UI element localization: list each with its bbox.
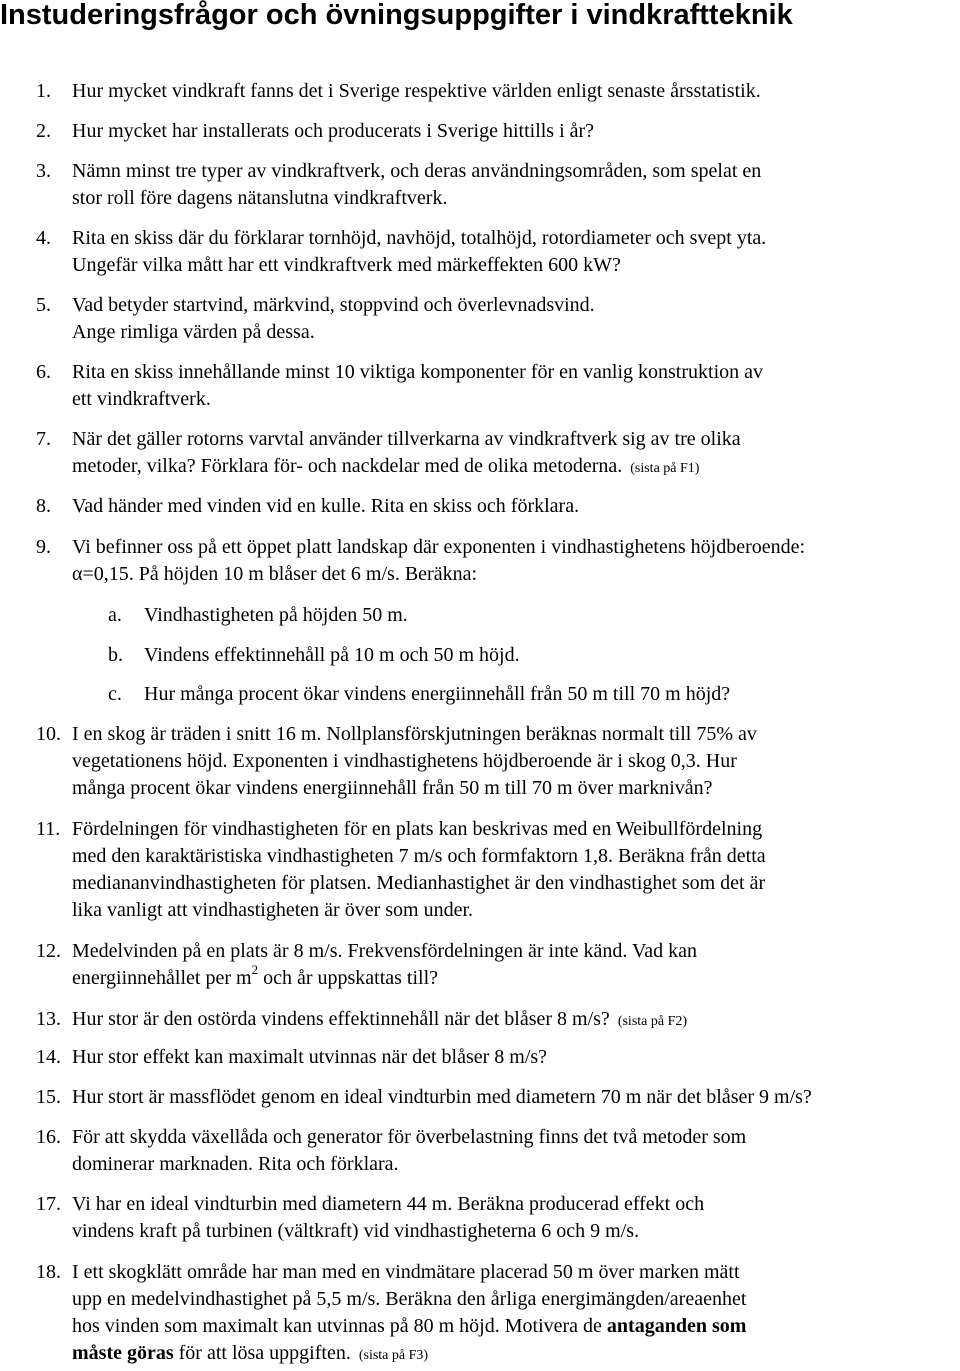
question-text: energiinnehållet per m (72, 967, 252, 989)
question-text: metoder, vilka? Förklara för- och nackdelar med de olika metoderna. (72, 455, 623, 477)
question-text: Medelvinden på en plats är 8 m/s. Frekvensfördelningen är inte känd. Vad kan (72, 940, 698, 962)
question-number: 7. (36, 428, 51, 450)
subitem-text: Vindens effektinnehåll på 10 m och 50 m höjd. (144, 644, 520, 666)
question-number: 10. (36, 723, 61, 745)
superscript: 2 (251, 962, 259, 978)
question-text: Vi befinner oss på ett öppet platt landskap där exponenten i vindhastighetens höjdberoende: (72, 536, 806, 558)
bold-emphasis: antaganden som (606, 1315, 747, 1337)
question-16 (0, 1124, 960, 1178)
bold-emphasis: måste göras (72, 1342, 174, 1364)
question-text: hos vinden som maximalt kan utvinnas på 80 m höjd. Motivera de (72, 1315, 602, 1337)
question-text: α=0,15. På höjden 10 m blåser det 6 m/s. Beräkna: (72, 563, 478, 585)
question-number: 4. (36, 227, 51, 249)
subitem-letter: c. (108, 683, 122, 705)
question-text: upp en medelvindhastighet på 5,5 m/s. Beräkna den årliga energimängden/areaenhet (72, 1288, 747, 1310)
subitem-text: Vindhastigheten på höjden 50 m. (144, 604, 408, 626)
question-text: lika vanligt att vindhastigheten är över som under. (72, 899, 474, 921)
question-5 (0, 292, 960, 346)
question-text: Rita en skiss innehållande minst 10 viktiga komponenter för en vanlig konstruktion av (72, 361, 763, 383)
question-text: Hur stor är den ostörda vindens effektinnehåll när det blåser 8 m/s? (72, 1008, 610, 1030)
question-text: och år uppskattas till? (258, 967, 439, 989)
question-number: 9. (36, 536, 51, 558)
question-text: Vad händer med vinden vid en kulle. Rita en skiss och förklara. (72, 495, 580, 517)
question-text: I ett skogklätt område har man med en vindmätare placerad 50 m över marken mätt (72, 1261, 740, 1283)
question-text: med den karaktäristiska vindhastigheten 7 m/s och formfaktorn 1,8. Beräkna från detta (72, 845, 766, 867)
question-text: dominerar marknaden. Rita och förklara. (72, 1153, 399, 1175)
question-text: För att skydda växellåda och generator för överbelastning finns det två metoder som (72, 1126, 747, 1148)
question-text: Vad betyder startvind, märkvind, stoppvind och överlevnadsvind. (72, 294, 595, 316)
question-number: 18. (36, 1261, 61, 1283)
question-number: 14. (36, 1046, 61, 1068)
subitem-text: Hur många procent ökar vindens energiinnehåll från 50 m till 70 m höjd? (144, 683, 731, 705)
question-number: 5. (36, 294, 51, 316)
question-text: Ungefär vilka mått har ett vindkraftverk med märkeffekten 600 kW? (72, 254, 621, 276)
question-number: 3. (36, 160, 51, 182)
question-text: Fördelningen för vindhastigheten för en plats kan beskrivas med en Weibullfördelning (72, 818, 763, 840)
question-13 (0, 1006, 960, 1035)
question-10 (0, 721, 960, 802)
question-15 (0, 1084, 960, 1111)
question-number: 13. (36, 1008, 61, 1030)
question-8 (0, 493, 960, 520)
question-text: Hur mycket vindkraft fanns det i Sverige respektive världen enligt senaste årsstatistik. (72, 80, 761, 102)
question-text: Vi har en ideal vindturbin med diametern 44 m. Beräkna producerad effekt och (72, 1193, 705, 1215)
question-number: 17. (36, 1193, 61, 1215)
subitem-letter: b. (108, 644, 123, 666)
question-number: 2. (36, 120, 51, 142)
question-text: Ange rimliga värden på dessa. (72, 321, 315, 343)
question-number: 12. (36, 940, 61, 962)
question-number: 16. (36, 1126, 61, 1148)
question-text: Hur mycket har installerats och producerats i Sverige hittills i år? (72, 120, 595, 142)
question-number: 6. (36, 361, 51, 383)
question-9 (0, 534, 960, 588)
question-text: Rita en skiss där du förklarar tornhöjd, navhöjd, totalhöjd, rotordiameter och svept yta. (72, 227, 767, 249)
question-text: ett vindkraftverk. (72, 388, 211, 410)
question-11 (0, 816, 960, 924)
question-text: Nämn minst tre typer av vindkraftverk, och deras användningsområden, som spelat en (72, 160, 762, 182)
question-text: vegetationens höjd. Exponenten i vindhastighetens höjdberoende är i skog 0,3. Hur (72, 750, 737, 772)
question-6 (0, 359, 960, 413)
question-text: mediananvindhastigheten för platsen. Medianhastighet är den vindhastighet som det är (72, 872, 766, 894)
question-number: 11. (36, 818, 61, 840)
page-title: Instuderingsfrågor och övningsuppgifter i vindkraftteknik (0, 0, 793, 31)
question-18 (0, 1259, 960, 1369)
question-text: När det gäller rotorns varvtal använder tillverkarna av vindkraftverk sig av tre olika (72, 428, 741, 450)
question-7 (0, 426, 960, 482)
lecture-reference: (sista på F3) (358, 1348, 429, 1363)
question-3 (0, 158, 960, 212)
question-text: vindens kraft på turbinen (vältkraft) vid vindhastigheterna 6 och 9 m/s. (72, 1220, 640, 1242)
question-text: många procent ökar vindens energiinnehåll från 50 m till 70 m över marknivån? (72, 777, 713, 799)
question-17 (0, 1191, 960, 1245)
subitem-letter: a. (108, 604, 122, 626)
question-text: I en skog är träden i snitt 16 m. Nollplansförskjutningen beräknas normalt till 75% av (72, 723, 757, 745)
question-number: 15. (36, 1086, 61, 1108)
lecture-reference: (sista på F1) (630, 461, 700, 476)
question-text: Hur stor effekt kan maximalt utvinnas när det blåser 8 m/s? (72, 1046, 548, 1068)
question-number: 8. (36, 495, 51, 517)
question-4 (0, 225, 960, 279)
question-text: stor roll före dagens nätanslutna vindkraftverk. (72, 187, 448, 209)
question-text: Hur stort är massflödet genom en ideal vindturbin med diametern 70 m när det blåser 9 m/s? (72, 1086, 812, 1108)
question-number: 1. (36, 80, 51, 102)
question-2 (0, 118, 960, 145)
question-text: för att lösa uppgiften. (173, 1342, 351, 1364)
question-14 (0, 1044, 960, 1071)
question-12 (0, 938, 960, 992)
question-1 (0, 78, 960, 105)
lecture-reference: (sista på F2) (617, 1014, 688, 1029)
